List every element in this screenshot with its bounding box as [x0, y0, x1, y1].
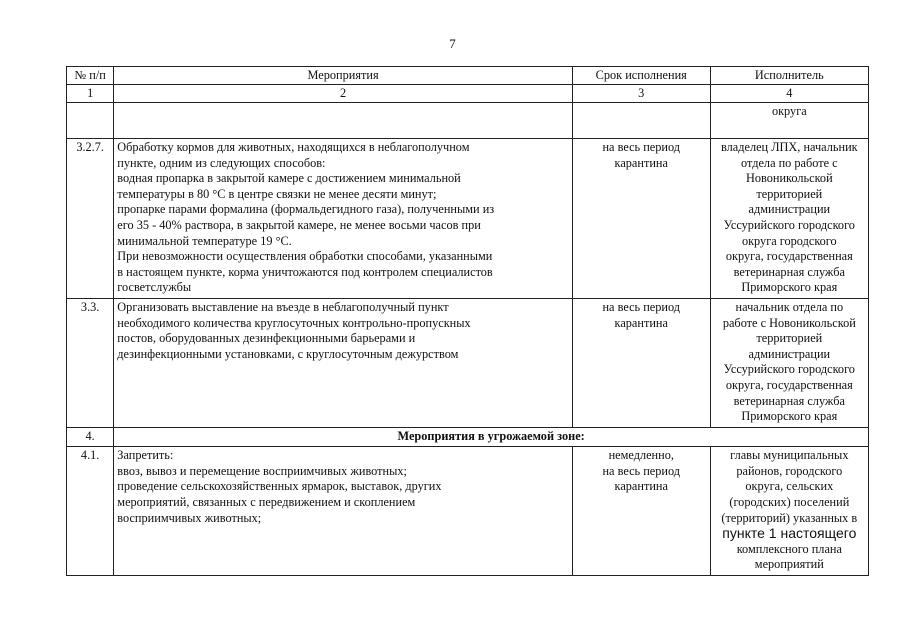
action-line: Запретить:	[117, 448, 174, 463]
row-executor: владелец ЛПХ, начальник отдела по работе с Новоникольской территорией администрации Уссурийского городского округа городского округа, государственная ветеринарная служба Приморского края	[710, 139, 868, 299]
column-number: 1	[67, 85, 114, 103]
section-number: 4.	[67, 427, 114, 447]
table-header-row	[67, 67, 869, 85]
row-action	[114, 298, 573, 427]
row-term: на весь период карантина	[572, 298, 710, 427]
continuation-executor: округа	[710, 103, 868, 139]
header-term: Срок исполнения	[572, 67, 710, 85]
row-number: 3.2.7.	[67, 139, 114, 299]
action-line: в настоящем пункте, корма уничтожаются под контролем специалистов	[117, 264, 493, 279]
row-number: 4.1.	[67, 447, 114, 576]
page-number: 7	[449, 36, 456, 51]
column-number: 2	[114, 85, 573, 103]
action-line: госветслужбы	[117, 280, 192, 295]
header-number: № п/п	[67, 67, 114, 85]
action-line: мероприятий, связанных с передвижением и скоплением	[117, 495, 416, 510]
table-row	[67, 139, 869, 299]
column-number: 3	[572, 85, 710, 103]
header-executor: Исполнитель	[710, 67, 868, 85]
action-line: Организовать выставление на въезде в неблагополучный пункт	[117, 299, 449, 314]
section-row	[67, 427, 869, 447]
action-line: его 35 - 40% раствора, в закрытой камере, не менее восьми часов при	[117, 217, 481, 232]
section-title: Мероприятия в угрожаемой зоне:	[114, 427, 869, 447]
row-term: на весь период карантина	[572, 139, 710, 299]
column-number-row	[67, 85, 869, 103]
row-action	[114, 139, 573, 299]
action-line: проведение сельскохозяйственных ярмарок, выставок, других	[117, 479, 442, 494]
action-line: пункте, одним из следующих способов:	[117, 155, 326, 170]
row-executor: начальник отдела по работе с Новоникольской территорией администрации Уссурийского городского округа, государственная ветеринарная служба Приморского края	[710, 298, 868, 427]
header-measures: Мероприятия	[114, 67, 573, 85]
action-line: постов, оборудованных дезинфекционными барьерами и	[117, 331, 416, 346]
action-line: восприимчивых животных;	[117, 510, 262, 525]
action-line: ввоз, вывоз и перемещение восприимчивых животных;	[117, 463, 407, 478]
action-line: пропарке парами формалина (формальдегидного газа), полученными из	[117, 202, 495, 217]
action-line: дезинфекционными установками, с круглосуточным дежурством	[117, 346, 459, 361]
action-line: водная пропарка в закрытой камере с достижением минимальной	[117, 171, 461, 186]
action-line: При невозможности осуществления обработки способами, указанными	[117, 249, 493, 264]
row-action	[114, 447, 573, 576]
row-number: 3.3.	[67, 298, 114, 427]
continuation-row	[67, 103, 869, 139]
row-executor: главы муниципальных районов, городского округа, сельских (городских) поселений (территорий) указанных в пункте 1 настоящего комплексного плана мероприятий	[710, 447, 868, 576]
table-row	[67, 298, 869, 427]
action-line: необходимого количества круглосуточных контрольно-пропускных	[117, 315, 471, 330]
table-row	[67, 447, 869, 576]
action-line: Обработку кормов для животных, находящихся в неблагополучном	[117, 140, 470, 154]
row-term: немедленно, на весь период карантина	[572, 447, 710, 576]
measures-table	[66, 66, 869, 576]
column-number: 4	[710, 85, 868, 103]
action-line: минимальной температуре 19 °С.	[117, 233, 292, 248]
action-line: температуры в 80 °С в центре связки не менее десяти минут;	[117, 186, 437, 201]
